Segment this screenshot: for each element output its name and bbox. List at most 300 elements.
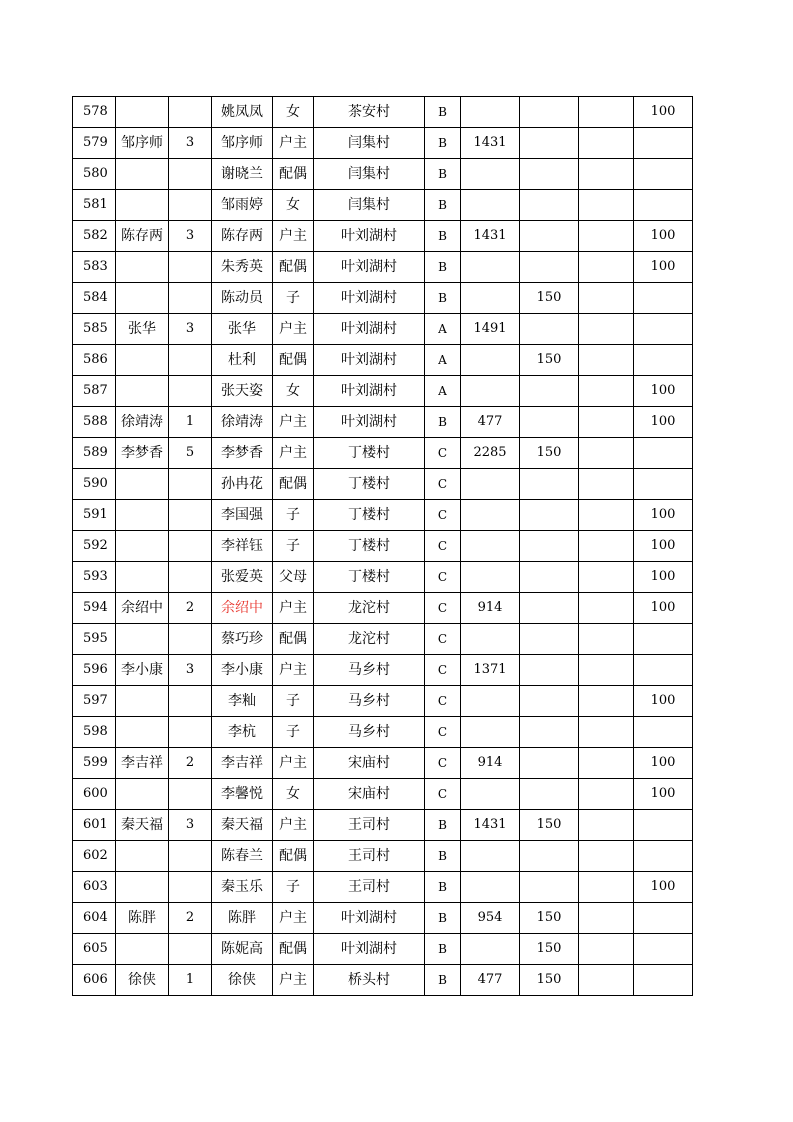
cell-amount-1	[461, 872, 520, 903]
cell-village: 丁楼村	[314, 438, 425, 469]
table-row	[73, 562, 693, 593]
cell-amount-3	[579, 407, 634, 438]
cell-relationship: 子	[273, 500, 314, 531]
cell-village: 茶安村	[314, 97, 425, 128]
cell-household-size: 2	[169, 593, 212, 624]
cell-amount-4	[634, 934, 693, 965]
cell-amount-2	[520, 779, 579, 810]
cell-relationship: 子	[273, 717, 314, 748]
cell-amount-3	[579, 190, 634, 221]
cell-amount-4	[634, 655, 693, 686]
cell-grade: C	[425, 655, 461, 686]
cell-amount-3	[579, 97, 634, 128]
cell-village: 叶刘湖村	[314, 345, 425, 376]
cell-grade: A	[425, 314, 461, 345]
cell-household-head	[116, 97, 169, 128]
cell-relationship: 子	[273, 872, 314, 903]
cell-member-name: 李杭	[212, 717, 273, 748]
cell-member-name: 李梦香	[212, 438, 273, 469]
cell-relationship: 女	[273, 190, 314, 221]
cell-amount-4	[634, 717, 693, 748]
cell-record-number: 589	[73, 438, 116, 469]
cell-household-size: 3	[169, 314, 212, 345]
cell-village: 叶刘湖村	[314, 376, 425, 407]
cell-amount-2	[520, 748, 579, 779]
cell-amount-4	[634, 810, 693, 841]
cell-grade: C	[425, 438, 461, 469]
cell-amount-3	[579, 469, 634, 500]
cell-village: 丁楼村	[314, 500, 425, 531]
table-row	[73, 965, 693, 996]
table-row	[73, 376, 693, 407]
cell-record-number: 598	[73, 717, 116, 748]
cell-household-size	[169, 686, 212, 717]
cell-amount-3	[579, 438, 634, 469]
cell-relationship: 子	[273, 531, 314, 562]
cell-member-name: 邹雨婷	[212, 190, 273, 221]
cell-record-number: 579	[73, 128, 116, 159]
cell-amount-2: 150	[520, 810, 579, 841]
cell-relationship: 户主	[273, 407, 314, 438]
cell-amount-2	[520, 376, 579, 407]
cell-amount-2	[520, 841, 579, 872]
cell-amount-3	[579, 128, 634, 159]
cell-amount-1: 477	[461, 407, 520, 438]
cell-relationship: 户主	[273, 221, 314, 252]
cell-household-size: 1	[169, 965, 212, 996]
table-row	[73, 531, 693, 562]
cell-village: 龙沱村	[314, 593, 425, 624]
cell-record-number: 602	[73, 841, 116, 872]
cell-amount-2	[520, 717, 579, 748]
cell-amount-4: 100	[634, 407, 693, 438]
cell-grade: B	[425, 97, 461, 128]
table-row	[73, 128, 693, 159]
cell-record-number: 597	[73, 686, 116, 717]
table-row	[73, 283, 693, 314]
cell-household-head	[116, 934, 169, 965]
cell-amount-4: 100	[634, 686, 693, 717]
cell-amount-2	[520, 500, 579, 531]
cell-grade: A	[425, 345, 461, 376]
cell-household-size	[169, 779, 212, 810]
table-row	[73, 779, 693, 810]
cell-record-number: 587	[73, 376, 116, 407]
cell-record-number: 594	[73, 593, 116, 624]
cell-household-head	[116, 531, 169, 562]
table-row	[73, 438, 693, 469]
cell-relationship: 配偶	[273, 934, 314, 965]
cell-member-name: 朱秀英	[212, 252, 273, 283]
cell-amount-3	[579, 624, 634, 655]
cell-amount-3	[579, 593, 634, 624]
cell-amount-4: 100	[634, 97, 693, 128]
cell-amount-1	[461, 531, 520, 562]
cell-amount-4	[634, 903, 693, 934]
cell-household-head: 李小康	[116, 655, 169, 686]
cell-household-head	[116, 283, 169, 314]
cell-household-size: 1	[169, 407, 212, 438]
table-row	[73, 252, 693, 283]
cell-household-size: 5	[169, 438, 212, 469]
cell-household-head: 邹序师	[116, 128, 169, 159]
cell-relationship: 户主	[273, 903, 314, 934]
table-row	[73, 810, 693, 841]
cell-amount-1	[461, 841, 520, 872]
cell-member-name: 李国强	[212, 500, 273, 531]
cell-member-name: 蔡巧珍	[212, 624, 273, 655]
cell-household-size	[169, 345, 212, 376]
cell-amount-4	[634, 965, 693, 996]
cell-amount-1: 1431	[461, 221, 520, 252]
table-body	[73, 97, 693, 996]
cell-relationship: 女	[273, 779, 314, 810]
cell-record-number: 584	[73, 283, 116, 314]
cell-village: 马乡村	[314, 686, 425, 717]
cell-village: 闫集村	[314, 159, 425, 190]
cell-grade: B	[425, 128, 461, 159]
cell-household-size	[169, 841, 212, 872]
cell-amount-4	[634, 128, 693, 159]
cell-member-name: 李籼	[212, 686, 273, 717]
cell-village: 叶刘湖村	[314, 221, 425, 252]
cell-amount-3	[579, 500, 634, 531]
cell-amount-3	[579, 841, 634, 872]
cell-amount-1	[461, 934, 520, 965]
cell-amount-3	[579, 686, 634, 717]
cell-member-name: 孙冉花	[212, 469, 273, 500]
cell-relationship: 户主	[273, 438, 314, 469]
cell-household-size	[169, 531, 212, 562]
cell-amount-3	[579, 965, 634, 996]
cell-household-head	[116, 841, 169, 872]
table-row	[73, 159, 693, 190]
cell-record-number: 599	[73, 748, 116, 779]
cell-record-number: 603	[73, 872, 116, 903]
cell-household-head	[116, 500, 169, 531]
cell-household-size	[169, 469, 212, 500]
cell-record-number: 585	[73, 314, 116, 345]
cell-record-number: 593	[73, 562, 116, 593]
cell-village: 王司村	[314, 872, 425, 903]
cell-household-size	[169, 97, 212, 128]
cell-member-name: 秦天福	[212, 810, 273, 841]
cell-grade: C	[425, 624, 461, 655]
table-row	[73, 872, 693, 903]
cell-amount-1	[461, 376, 520, 407]
cell-amount-4	[634, 438, 693, 469]
cell-household-head	[116, 190, 169, 221]
cell-amount-2	[520, 407, 579, 438]
cell-grade: C	[425, 593, 461, 624]
cell-member-name: 陈动员	[212, 283, 273, 314]
cell-amount-2	[520, 562, 579, 593]
table-row	[73, 221, 693, 252]
cell-amount-4: 100	[634, 531, 693, 562]
cell-grade: C	[425, 469, 461, 500]
table-row	[73, 748, 693, 779]
cell-grade: C	[425, 500, 461, 531]
cell-household-head: 徐侠	[116, 965, 169, 996]
table-row	[73, 593, 693, 624]
cell-record-number: 605	[73, 934, 116, 965]
cell-amount-3	[579, 655, 634, 686]
cell-household-size	[169, 872, 212, 903]
table-row	[73, 686, 693, 717]
cell-household-head	[116, 779, 169, 810]
cell-amount-3	[579, 748, 634, 779]
cell-household-head: 秦天福	[116, 810, 169, 841]
cell-record-number: 586	[73, 345, 116, 376]
cell-household-size	[169, 252, 212, 283]
cell-amount-3	[579, 934, 634, 965]
cell-amount-3	[579, 345, 634, 376]
cell-record-number: 596	[73, 655, 116, 686]
table-row	[73, 655, 693, 686]
cell-record-number: 588	[73, 407, 116, 438]
cell-record-number: 590	[73, 469, 116, 500]
cell-member-name: 张爱英	[212, 562, 273, 593]
cell-grade: C	[425, 531, 461, 562]
cell-household-head	[116, 872, 169, 903]
cell-amount-4: 100	[634, 376, 693, 407]
cell-amount-2	[520, 221, 579, 252]
table-row	[73, 97, 693, 128]
cell-member-name: 陈胖	[212, 903, 273, 934]
cell-village: 宋庙村	[314, 748, 425, 779]
cell-grade: C	[425, 748, 461, 779]
cell-member-name: 余绍中	[212, 593, 273, 624]
cell-village: 王司村	[314, 841, 425, 872]
cell-amount-1	[461, 717, 520, 748]
cell-member-name: 张天姿	[212, 376, 273, 407]
cell-amount-1: 914	[461, 593, 520, 624]
cell-amount-1	[461, 469, 520, 500]
cell-relationship: 配偶	[273, 252, 314, 283]
cell-household-head	[116, 159, 169, 190]
cell-village: 丁楼村	[314, 469, 425, 500]
cell-amount-1	[461, 624, 520, 655]
cell-grade: B	[425, 841, 461, 872]
cell-amount-3	[579, 872, 634, 903]
cell-amount-3	[579, 717, 634, 748]
table-row	[73, 717, 693, 748]
cell-household-head: 李吉祥	[116, 748, 169, 779]
cell-amount-3	[579, 159, 634, 190]
cell-amount-4	[634, 314, 693, 345]
cell-member-name: 杜利	[212, 345, 273, 376]
table-row	[73, 314, 693, 345]
cell-household-size	[169, 562, 212, 593]
cell-household-size: 3	[169, 810, 212, 841]
cell-village: 叶刘湖村	[314, 314, 425, 345]
cell-household-size	[169, 500, 212, 531]
cell-member-name: 李祥钰	[212, 531, 273, 562]
cell-record-number: 582	[73, 221, 116, 252]
cell-member-name: 李小康	[212, 655, 273, 686]
cell-amount-3	[579, 810, 634, 841]
cell-village: 丁楼村	[314, 531, 425, 562]
cell-household-head: 李梦香	[116, 438, 169, 469]
cell-amount-1: 914	[461, 748, 520, 779]
cell-village: 叶刘湖村	[314, 934, 425, 965]
cell-household-size: 2	[169, 903, 212, 934]
cell-amount-4: 100	[634, 748, 693, 779]
cell-member-name: 陈春兰	[212, 841, 273, 872]
cell-amount-4	[634, 159, 693, 190]
cell-grade: C	[425, 686, 461, 717]
cell-member-name: 李馨悦	[212, 779, 273, 810]
cell-household-size	[169, 159, 212, 190]
cell-relationship: 户主	[273, 593, 314, 624]
cell-grade: B	[425, 283, 461, 314]
cell-amount-4: 100	[634, 221, 693, 252]
cell-grade: C	[425, 717, 461, 748]
cell-village: 叶刘湖村	[314, 407, 425, 438]
cell-grade: C	[425, 562, 461, 593]
cell-member-name: 谢晓兰	[212, 159, 273, 190]
cell-relationship: 户主	[273, 810, 314, 841]
cell-amount-4	[634, 469, 693, 500]
cell-record-number: 601	[73, 810, 116, 841]
cell-member-name: 邹序师	[212, 128, 273, 159]
cell-amount-1	[461, 97, 520, 128]
cell-amount-2	[520, 655, 579, 686]
cell-village: 丁楼村	[314, 562, 425, 593]
cell-amount-1: 1431	[461, 810, 520, 841]
cell-amount-2	[520, 624, 579, 655]
table-row	[73, 934, 693, 965]
cell-grade: C	[425, 779, 461, 810]
cell-amount-2	[520, 872, 579, 903]
cell-record-number: 583	[73, 252, 116, 283]
cell-member-name: 陈妮高	[212, 934, 273, 965]
cell-amount-1	[461, 345, 520, 376]
cell-amount-2: 150	[520, 903, 579, 934]
cell-member-name: 秦玉乐	[212, 872, 273, 903]
cell-record-number: 592	[73, 531, 116, 562]
cell-amount-2	[520, 686, 579, 717]
cell-relationship: 配偶	[273, 159, 314, 190]
cell-village: 龙沱村	[314, 624, 425, 655]
cell-household-head	[116, 469, 169, 500]
table-row	[73, 345, 693, 376]
cell-grade: B	[425, 159, 461, 190]
cell-household-size	[169, 717, 212, 748]
cell-village: 宋庙村	[314, 779, 425, 810]
cell-grade: B	[425, 221, 461, 252]
cell-village: 叶刘湖村	[314, 903, 425, 934]
cell-household-size: 3	[169, 655, 212, 686]
cell-household-size	[169, 376, 212, 407]
cell-amount-2	[520, 128, 579, 159]
cell-relationship: 配偶	[273, 841, 314, 872]
cell-household-head: 张华	[116, 314, 169, 345]
cell-amount-4	[634, 190, 693, 221]
cell-household-size	[169, 283, 212, 314]
cell-amount-3	[579, 376, 634, 407]
cell-relationship: 户主	[273, 314, 314, 345]
household-subsidy-table	[72, 96, 693, 996]
cell-amount-2: 150	[520, 438, 579, 469]
cell-grade: B	[425, 903, 461, 934]
cell-amount-4: 100	[634, 779, 693, 810]
cell-amount-1	[461, 686, 520, 717]
table-row	[73, 624, 693, 655]
cell-amount-1: 477	[461, 965, 520, 996]
table-row	[73, 841, 693, 872]
cell-member-name: 徐侠	[212, 965, 273, 996]
cell-village: 叶刘湖村	[314, 252, 425, 283]
cell-amount-4	[634, 841, 693, 872]
cell-relationship: 子	[273, 686, 314, 717]
cell-amount-1	[461, 500, 520, 531]
cell-household-size	[169, 934, 212, 965]
cell-household-size: 3	[169, 128, 212, 159]
cell-amount-2	[520, 314, 579, 345]
cell-amount-2	[520, 252, 579, 283]
cell-amount-2	[520, 593, 579, 624]
cell-record-number: 581	[73, 190, 116, 221]
table-row	[73, 407, 693, 438]
cell-record-number: 600	[73, 779, 116, 810]
cell-relationship: 户主	[273, 965, 314, 996]
cell-amount-4: 100	[634, 872, 693, 903]
table-row	[73, 469, 693, 500]
cell-member-name: 陈存两	[212, 221, 273, 252]
cell-member-name: 徐靖涛	[212, 407, 273, 438]
cell-village: 闫集村	[314, 128, 425, 159]
cell-village: 马乡村	[314, 655, 425, 686]
cell-amount-4: 100	[634, 562, 693, 593]
cell-grade: B	[425, 190, 461, 221]
cell-amount-3	[579, 314, 634, 345]
cell-household-head	[116, 717, 169, 748]
cell-amount-2: 150	[520, 283, 579, 314]
cell-household-head	[116, 562, 169, 593]
cell-member-name: 姚凤凤	[212, 97, 273, 128]
cell-amount-4: 100	[634, 500, 693, 531]
cell-record-number: 591	[73, 500, 116, 531]
cell-relationship: 父母	[273, 562, 314, 593]
cell-amount-1: 1491	[461, 314, 520, 345]
cell-amount-3	[579, 531, 634, 562]
cell-village: 闫集村	[314, 190, 425, 221]
cell-household-head	[116, 345, 169, 376]
cell-amount-4	[634, 283, 693, 314]
cell-amount-2	[520, 190, 579, 221]
cell-amount-1: 1371	[461, 655, 520, 686]
cell-household-head: 余绍中	[116, 593, 169, 624]
cell-amount-2: 150	[520, 965, 579, 996]
cell-household-head	[116, 376, 169, 407]
cell-household-size	[169, 624, 212, 655]
cell-household-head	[116, 252, 169, 283]
cell-record-number: 580	[73, 159, 116, 190]
cell-relationship: 配偶	[273, 345, 314, 376]
cell-amount-4: 100	[634, 252, 693, 283]
cell-relationship: 配偶	[273, 469, 314, 500]
cell-amount-3	[579, 221, 634, 252]
cell-record-number: 604	[73, 903, 116, 934]
cell-amount-3	[579, 562, 634, 593]
cell-household-head: 徐靖涛	[116, 407, 169, 438]
cell-relationship: 户主	[273, 128, 314, 159]
cell-household-size: 3	[169, 221, 212, 252]
cell-amount-1	[461, 190, 520, 221]
cell-household-head	[116, 624, 169, 655]
cell-amount-1	[461, 252, 520, 283]
